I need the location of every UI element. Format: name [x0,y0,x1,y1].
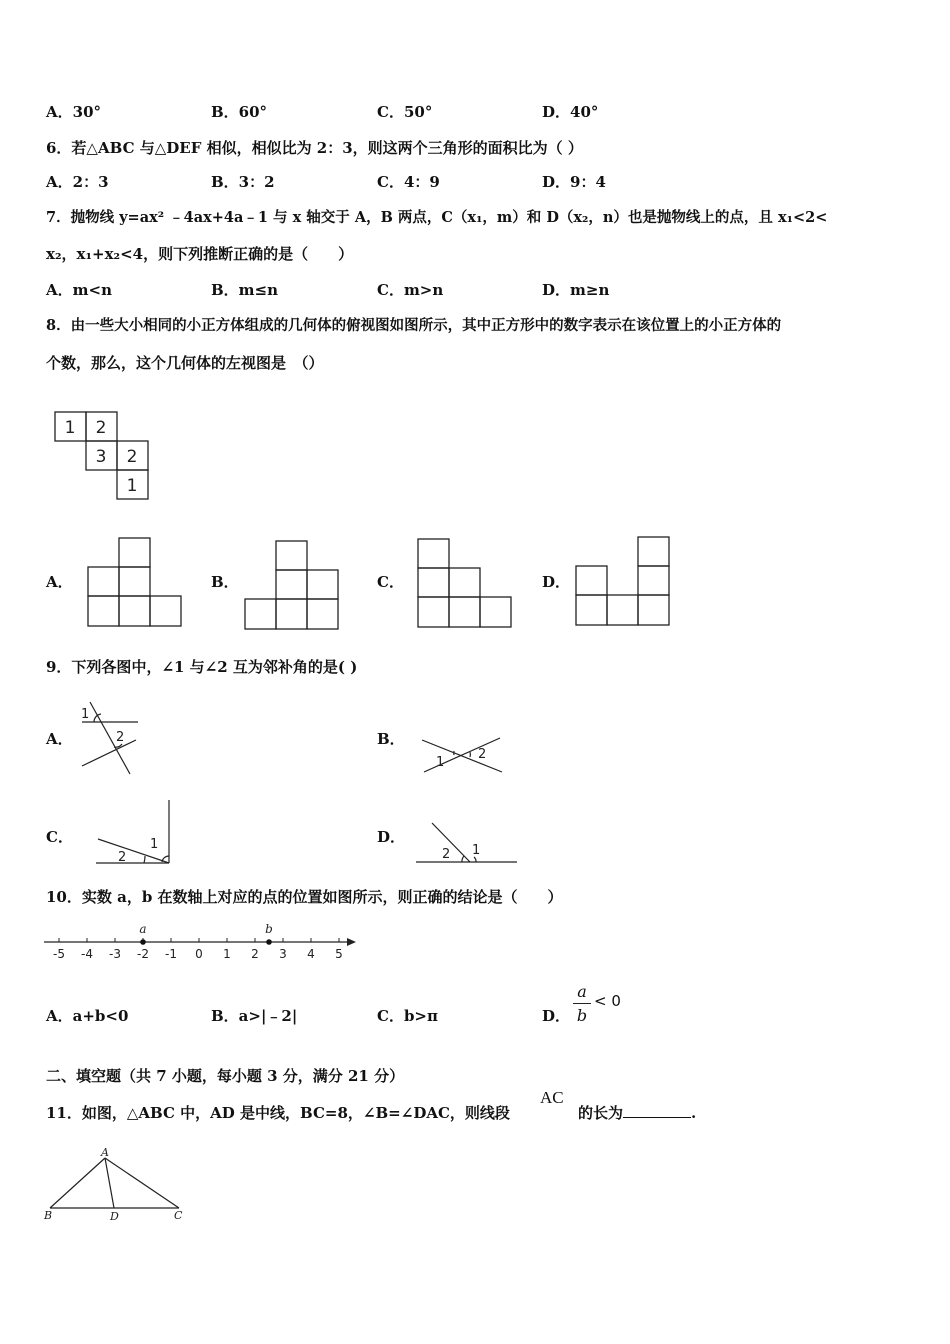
q11-period: . [691,1104,697,1122]
angle-label-2: 2 [116,730,125,745]
q11-triangle-figure [44,1146,190,1224]
point-b-label: b [265,922,273,936]
q10-option-a: A．a+b<0 [46,1007,129,1025]
point-b [266,939,272,945]
q10-option-d-label: D． [542,1007,571,1025]
q8-option-b-figure [245,540,340,631]
q8-option-a-figure [88,537,183,628]
vertex-d: D [110,1210,119,1223]
q8-stem-line1: 8．由一些大小相同的小正方体组成的几何体的俯视图如图所示，其中正方形中的数字表示在该位置上的小正方体的 [46,317,782,334]
answer-blank[interactable] [623,1103,691,1118]
q8-option-c-label: C． [377,573,404,591]
q9-option-b-label: B． [377,730,405,748]
q9-option-a-figure [78,700,142,778]
q10-stem: 10．实数 a，b 在数轴上对应的点的位置如图所示，则正确的结论是（ ） [46,888,563,906]
axis-tick-label: 0 [195,947,203,961]
q8-option-a-label: A． [46,573,73,591]
q11-segment-ac: AC [540,1088,564,1107]
q10-fraction-relation: < 0 [594,992,621,1010]
axis-tick-label: -4 [81,947,93,961]
axis-tick-label: -1 [165,947,177,961]
q5-option-a: A．30° [46,103,102,121]
angle-label-2: 2 [478,747,487,762]
q6-stem: 6．若△ABC 与△DEF 相似，相似比为 2：3，则这两个三角形的面积比为（ ） [46,139,583,157]
q5-option-d: D．40° [542,103,599,121]
q9-option-c-figure [92,800,174,866]
q7-option-b: B．m≤n [211,281,279,299]
grid-number: 1 [64,418,76,438]
q8-stem-line2: 个数，那么，这个几何体的左视图是 （） [46,354,324,372]
point-a-label: a [139,922,147,936]
q7-option-a: A．m<n [46,281,112,299]
q9-option-d-label: D． [377,828,406,846]
section-heading: 二、填空题（共 7 小题，每小题 3 分，满分 21 分） [46,1067,405,1085]
angle-label-1: 1 [150,837,159,852]
q8-top-view-grid [54,411,150,501]
angle-label-1: 1 [472,843,481,858]
axis-tick-label: -3 [109,947,121,961]
angle-label-1: 1 [81,707,90,722]
q10-option-b: B．a>|﹣2| [211,1007,298,1025]
q10-number-line [44,920,360,964]
axis-tick-label: 4 [307,947,315,961]
q11-stem-pre: 11．如图，△ABC 中，AD 是中线，BC=8，∠B=∠DAC，则线段 [46,1104,510,1122]
q7-stem-line2: x₂，x₁+x₂<4，则下列推断正确的是（ ） [46,245,354,263]
axis-tick-label: 1 [223,947,231,961]
angle-label-2: 2 [442,847,451,862]
q10-fraction-denominator: b [576,1006,588,1025]
q10-fraction-bar [573,1003,591,1004]
vertex-c: C [174,1209,183,1222]
q8-option-b-label: B． [211,573,239,591]
grid-number: 2 [95,418,107,438]
q9-option-b-figure [420,732,504,776]
q11-answer-prompt: 的长为 [578,1104,624,1122]
q5-option-b: B．60° [211,103,268,121]
grid-number: 1 [126,476,138,496]
vertex-b: B [44,1209,53,1222]
q8-option-d-figure [576,536,671,627]
q6-option-a: A．2：3 [46,173,109,191]
q8-option-d-label: D． [542,573,571,591]
q9-stem: 9．下列各图中，∠1 与∠2 互为邻补角的是( ) [46,658,358,676]
axis-tick-label: -2 [137,947,149,961]
axis-tick-label: 3 [279,947,287,961]
grid-number: 2 [126,447,138,467]
q5-option-c: C．50° [377,103,433,121]
vertex-a: A [101,1146,109,1159]
q6-option-d: D．9：4 [542,173,606,191]
grid-number: 3 [95,447,107,467]
q7-stem-line1: 7．抛物线 y=ax² ﹣4ax+4a﹣1 与 x 轴交于 A，B 两点，C（x₁，m）和 D（x₂，n）也是抛物线上的点，且 x₁<2< [46,209,828,226]
q7-option-c: C．m>n [377,281,444,299]
axis-arrow [347,938,356,946]
q6-option-c: C．4：9 [377,173,440,191]
q9-option-a-label: A． [46,730,73,748]
q8-option-c-figure [418,538,513,629]
q11-stem-post [578,1103,696,1123]
q10-option-c: C．b>π [377,1007,438,1025]
q7-option-d: D．m≥n [542,281,610,299]
q9-option-c-label: C． [46,828,73,846]
axis-tick-label: 5 [335,947,343,961]
axis-tick-label: -5 [53,947,65,961]
point-a [140,939,146,945]
q10-fraction-numerator: a [577,982,587,1001]
q6-option-b: B．3：2 [211,173,275,191]
angle-label-1: 1 [436,755,445,770]
q9-option-d-figure [414,820,520,866]
axis-tick-label: 2 [251,947,259,961]
angle-label-2: 2 [118,850,127,865]
